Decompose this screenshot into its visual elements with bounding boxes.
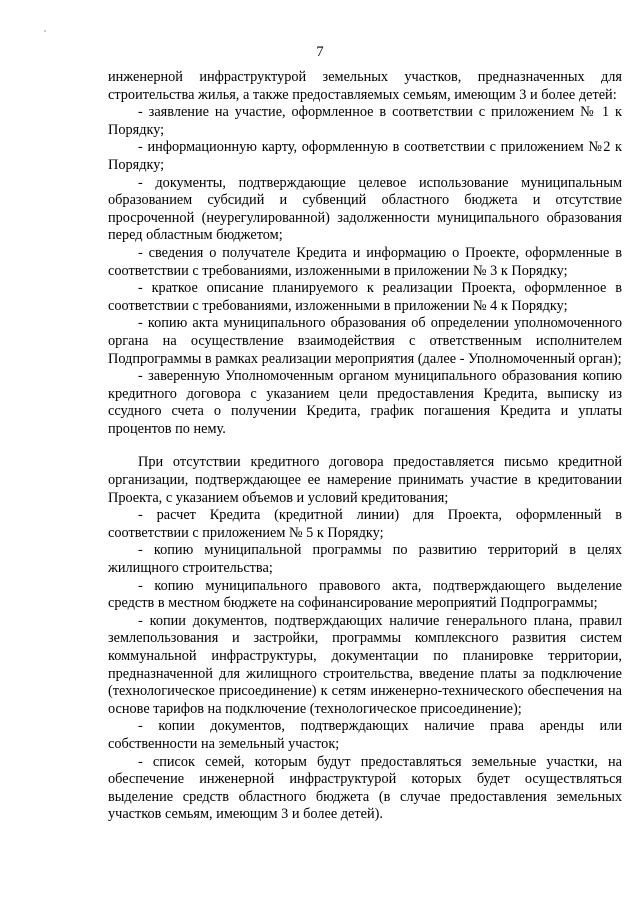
list-item-info-card: - информационную карту, оформленную в соответствии с приложением №2 к Порядку;	[108, 139, 622, 173]
list-item-project-description: - краткое описание планируемого к реализации Проекта, оформленное в соответствии с требованиями, изложенными в приложении № 4 к Порядку;	[108, 280, 622, 314]
list-item-legal-act: - копию муниципального правового акта, подтверждающего выделение средств в местном бюджете на софинансирование мероприятий Подпрограммы;	[108, 577, 622, 612]
paragraph-no-agreement: При отсутствии кредитного договора предоставляется письмо кредитной организации, подтверждающее ее намерение принимать участие в кредитовании Проекта, с указанием объемов и условий кредитования;	[108, 454, 622, 506]
list-item-authorized-body-act: - копию акта муниципального образования об определении уполномоченного органа на осуществление взаимодействия с ответственным исполнителем Подпрограммы в рамках реализации мероприятия (далее - Уполномоченный орган);	[108, 315, 622, 367]
list-item-land-rights: - копии документов, подтверждающих наличие права аренды или собственности на земельный участок;	[108, 718, 622, 752]
list-item-credit-calculation: - расчет Кредита (кредитной линии) для Проекта, оформленный в соответствии с приложением № 5 к Порядку;	[108, 507, 622, 541]
page-number: 7	[316, 44, 324, 60]
scan-speck	[44, 30, 46, 32]
list-item-borrower-info: - сведения о получателе Кредита и информацию о Проекте, оформленные в соответствии с требованиями, изложенными в приложении № 3 к Порядку;	[108, 244, 622, 279]
list-item-application: - заявление на участие, оформленное в соответствии с приложением № 1 к Порядку;	[108, 104, 622, 138]
list-item-municipal-program: - копию муниципальной программы по развитию территорий в целях жилищного строительства;	[108, 542, 622, 577]
list-item-target-use-docs: - документы, подтверждающие целевое использование муниципальным образованием субсидий и субвенций областного бюджета и отсутствие просроченной (неурегулированной) задолженности муниципального образования перед областным бюджетом;	[108, 174, 622, 244]
list-item-family-list: - список семей, которым будут предоставляться земельные участки, на обеспечение инженерной инфраструктурой которых будет осуществляться выделение средств областного бюджета (в случае предоставления земельных участков семьям, имеющим 3 и более детей).	[108, 753, 622, 823]
document-body	[108, 69, 622, 824]
list-item-planning-docs: - копии документов, подтверждающих наличие генерального плана, правил землепользования и застройки, программы комплексного развития систем коммунальной инфраструктуры, документации по планировке территории, предназначенной для жилищного строительства, введение платы за подключение (технологическое присоединение) к сетям инженерно-технического обеспечения на основе тарифов на подключение (технологическое присоединение);	[108, 612, 622, 717]
list-item-credit-agreement: - заверенную Уполномоченным органом муниципального образования копию кредитного договора с указанием цели предоставления Кредита, выписку из ссудного счета о получении Кредита, график погашения Кредита и уплаты процентов по нему.	[108, 368, 622, 437]
paragraph-continuation: инженерной инфраструктурой земельных участков, предназначенных для строительства жилья, а также предоставляемых семьям, имеющим 3 и более детей:	[108, 69, 622, 103]
